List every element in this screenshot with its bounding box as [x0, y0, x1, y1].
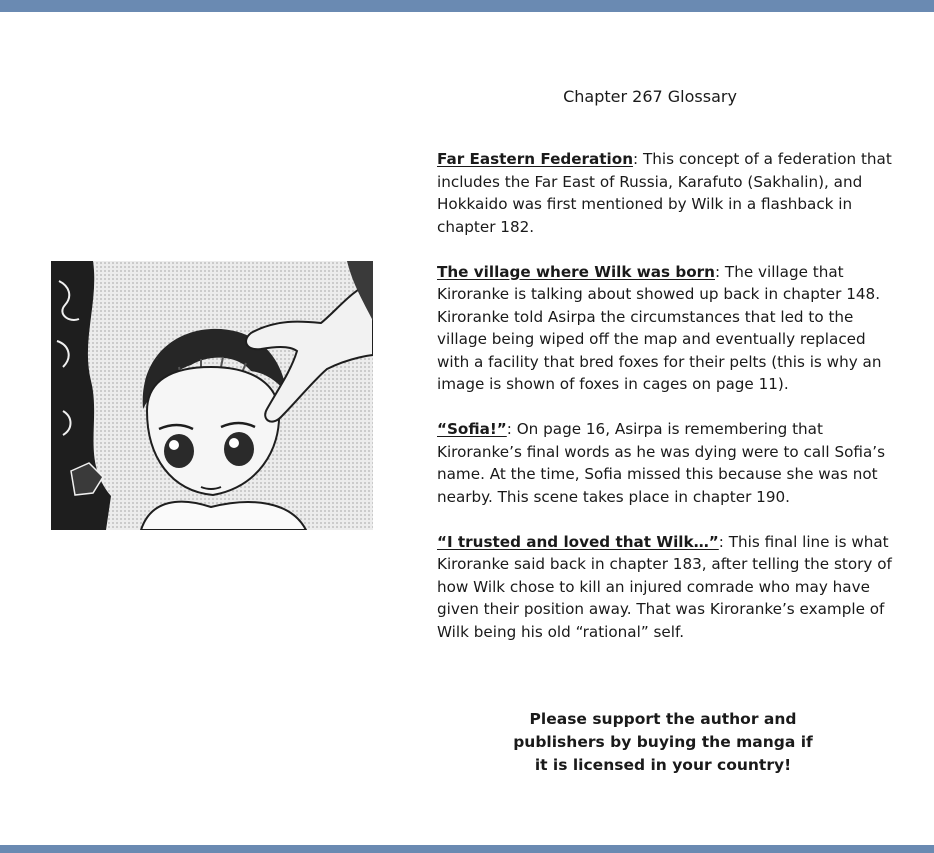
glossary-definition: : The village that Kiroranke is talking about showed up back in chapter 148. Kiroranke told Asirpa the circumstances that led to the village being wiped off the map and eventually replaced with a facility that bred foxes for their pelts (this is why an image is shown of foxes in cages on page 11). — [437, 262, 882, 393]
top-border-bar — [0, 0, 934, 12]
glossary-definition: : This concept of a federation that includes the Far East of Russia, Karafuto (Sakhalin), and Hokkaido was first mentioned by Wilk in a flashback in chapter 182. — [437, 150, 892, 236]
bottom-border-bar — [0, 845, 934, 853]
manga-panel-illustration — [51, 261, 373, 530]
glossary-term: Far Eastern Federation — [437, 150, 634, 168]
glossary-definition: : This final line is what Kiroranke said back in chapter 183, after telling the story of how Wilk chose to kill an injured comrade who may have given their position away. That was Kiroranke’s example of Wilk being his old “rational” self. — [437, 532, 892, 641]
support-note-line: it is licensed in your country! — [534, 756, 792, 774]
support-note-line: publishers by buying the manga if — [513, 733, 813, 751]
glossary-entry — [437, 531, 897, 644]
support-note — [505, 708, 821, 777]
glossary-entry — [437, 148, 897, 238]
page-title: Chapter 267 Glossary — [563, 87, 737, 106]
support-note-line: Please support the author and — [529, 710, 797, 728]
glossary-list — [437, 148, 897, 666]
glossary-term: “I trusted and loved that Wilk…” — [437, 532, 719, 551]
glossary-entry — [437, 261, 897, 396]
glossary-entry — [437, 418, 897, 508]
glossary-term: The village where Wilk was born — [437, 262, 715, 281]
glossary-definition: : On page 16, Asirpa is remembering that Kiroranke’s final words as he was dying were to call Sofia’s name. At the time, Sofia missed this because she was not nearby. This scene takes place in chapter 190. — [437, 420, 885, 506]
glossary-term: “Sofia!” — [437, 420, 507, 438]
